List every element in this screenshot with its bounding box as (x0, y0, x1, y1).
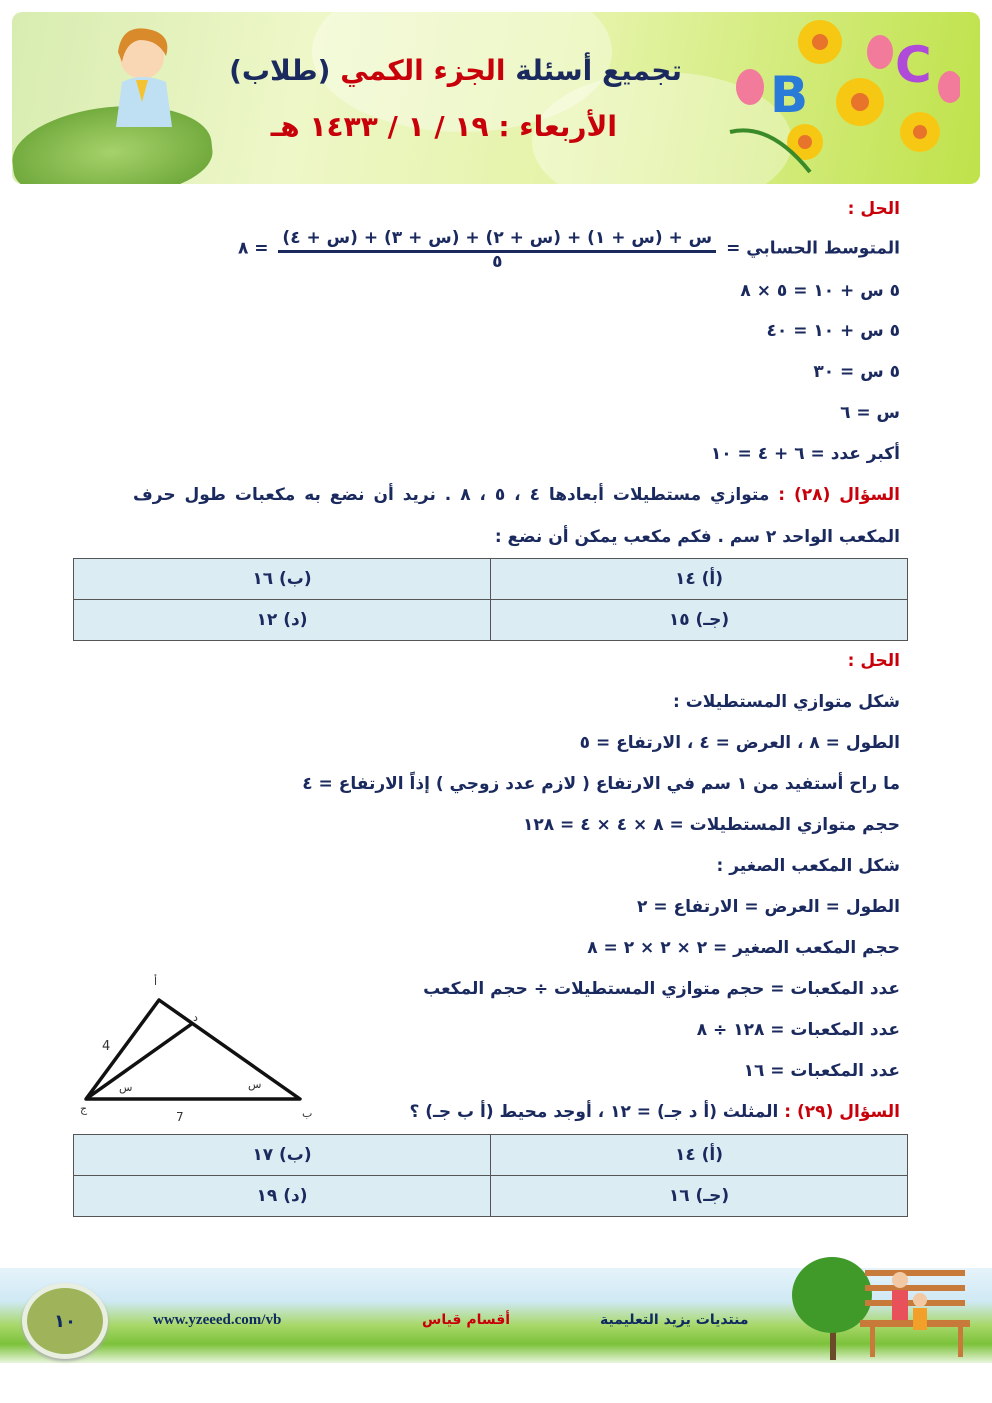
option-a[interactable]: (أ) ١٤ (491, 559, 908, 600)
site-link[interactable]: www.yzeeed.com/vb (153, 1312, 282, 1328)
solution-step: ٥ س + ١٠ = ٥ × ٨ (740, 281, 900, 301)
answer-options-q28 (73, 558, 908, 641)
section-label: أقسام قياس (422, 1312, 511, 1328)
question-label: السؤال (٢٩) : (784, 1102, 900, 1122)
solution-step: أكبر عدد = ٦ + ٤ = ١٠ (710, 444, 900, 464)
solution-step: ٥ س = ٣٠ (813, 362, 900, 382)
header-banner (12, 12, 980, 184)
svg-text:C: C (895, 36, 932, 94)
solution-line: عدد المكعبات = حجم متوازي المستطيلات ÷ حجم المكعب (423, 979, 900, 999)
solution-line: حجم متوازي المستطيلات = ٨ × ٤ × ٤ = ١٢٨ (523, 815, 900, 835)
solution-line: ما راح أستفيد من ١ سم في الارتفاع ( لازم عدد زوجي ) إذاً الارتفاع = ٤ (302, 774, 900, 794)
option-b[interactable]: (ب) ١٦ (74, 559, 491, 600)
fraction-numerator: س + (س + ١) + (س + ٢) + (س + ٣) + (س + ٤) (278, 226, 716, 253)
mean-label: المتوسط الحسابي = (726, 238, 900, 259)
title-part2: الجزء الكمي (340, 54, 506, 87)
option-d[interactable]: (د) ١٩ (74, 1176, 491, 1217)
triangle-figure (70, 965, 330, 1130)
vertex-a-label: أ (154, 975, 158, 988)
title-part1: تجميع أسئلة (515, 54, 682, 87)
solution-label: الحل : (847, 651, 900, 671)
question-28 (133, 483, 900, 507)
question-text: المثلث (أ د جـ) = ١٢ ، أوجد محيط (أ ب جـ) ؟ (409, 1102, 779, 1122)
option-b[interactable]: (ب) ١٧ (74, 1135, 491, 1176)
side-ac-length: 4 (102, 1039, 111, 1054)
park-bench-illustration (780, 1250, 980, 1365)
option-d[interactable]: (د) ١٢ (74, 600, 491, 641)
solution-step: س = ٦ (840, 403, 900, 423)
solution-line: الطول = العرض = الارتفاع = ٢ (637, 897, 900, 917)
segment-cd (86, 1023, 193, 1099)
solution-line: الطول = ٨ ، العرض = ٤ ، الارتفاع = ٥ (579, 733, 900, 753)
child-illustration (92, 22, 182, 132)
angle-c-label: س (119, 1081, 133, 1094)
question-28-line2: المكعب الواحد ٢ سم . فكم مكعب يمكن أن نضع : (494, 527, 900, 547)
question-label: السؤال (٢٨) : (778, 485, 900, 505)
page-title (229, 54, 682, 87)
forum-name: منتديات يزيد التعليمية (600, 1312, 749, 1328)
question-text: متوازي مستطيلات أبعادها ٤ ، ٥ ، ٨ . نريد أن نضع به مكعبات طول حرف (133, 485, 770, 505)
solution-label: الحل : (847, 199, 900, 219)
side-bc-length: 7 (176, 1110, 184, 1124)
mean-result: = ٨ (237, 238, 269, 259)
vertex-c-label: ج (80, 1102, 88, 1115)
vertex-d-label: د (193, 1011, 198, 1024)
solution-line: حجم المكعب الصغير = ٢ × ٢ × ٢ = ٨ (587, 938, 900, 958)
answer-options-q29 (73, 1134, 908, 1217)
page-number: ١٠ (22, 1283, 108, 1359)
day-label: الأربعاء : (498, 110, 617, 143)
svg-text:B: B (770, 66, 809, 124)
option-c[interactable]: (جـ) ١٦ (491, 1176, 908, 1217)
solution-line: شكل المكعب الصغير : (716, 856, 900, 876)
mean-equation (238, 226, 900, 271)
solution-line: شكل متوازي المستطيلات : (673, 692, 900, 712)
fraction-denominator: ٥ (492, 252, 503, 272)
vertex-b-label: ب (302, 1107, 313, 1120)
question-29 (409, 1100, 900, 1124)
title-part3: (طلاب) (229, 54, 331, 87)
mean-fraction (278, 226, 716, 271)
solution-line: عدد المكعبات = ١٦ (743, 1061, 900, 1081)
option-c[interactable]: (جـ) ١٥ (491, 600, 908, 641)
date-value: ١٩ / ١ / ١٤٣٣ هـ (270, 110, 489, 143)
option-a[interactable]: (أ) ١٤ (491, 1135, 908, 1176)
page-date (271, 110, 617, 143)
angle-b-label: س (248, 1078, 262, 1091)
solution-step: ٥ س + ١٠ = ٤٠ (766, 321, 900, 341)
solution-line: عدد المكعبات = ١٢٨ ÷ ٨ (696, 1020, 900, 1040)
abc-flowers-illustration (710, 12, 960, 184)
